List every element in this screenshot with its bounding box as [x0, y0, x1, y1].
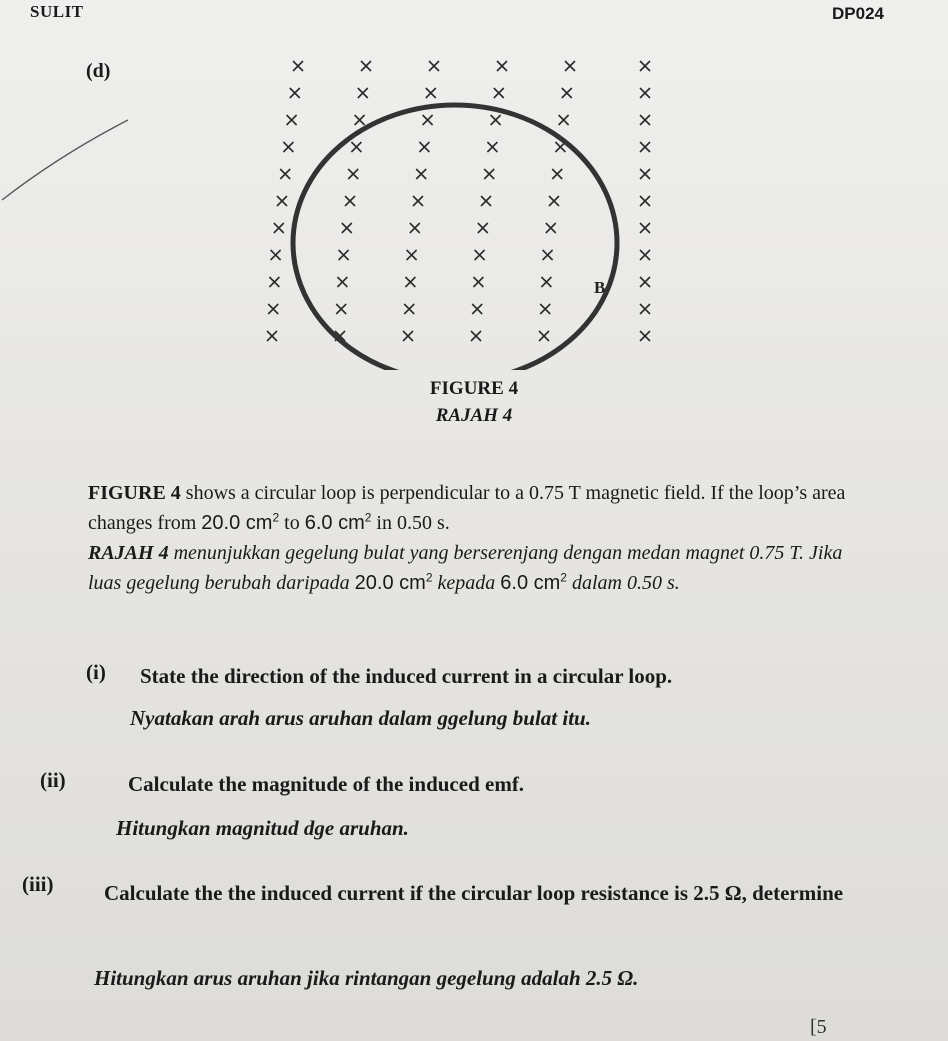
field-cross	[541, 277, 551, 287]
question-label: (d)	[86, 60, 111, 82]
figure-caption-en: FIGURE 4	[429, 378, 519, 399]
header-code: DP024	[832, 4, 884, 23]
field-cross	[361, 61, 371, 71]
field-cross	[640, 223, 650, 233]
field-cross	[271, 250, 281, 260]
item-text-en: Calculate the the induced current if the circular loop resistance is 2.5 Ω, determine	[104, 881, 844, 905]
circular-loop	[293, 105, 617, 370]
field-cross	[348, 169, 358, 179]
field-cross	[287, 115, 297, 125]
field-cross	[410, 223, 420, 233]
item-number: (ii)	[40, 768, 66, 792]
field-cross	[539, 331, 549, 341]
field-cross	[640, 277, 650, 287]
question-stem-en: FIGURE 4 shows a circular loop is perpendicular to a 0.75 T magnetic field. If the loop’s area changes from 20.0 $cm^2$ to 6.0 $cm^2$ in 0.50 s.	[88, 482, 846, 534]
field-cross	[416, 169, 426, 179]
field-cross	[491, 115, 501, 125]
marks-indicator: [5	[810, 1016, 827, 1038]
field-cross	[283, 142, 293, 152]
field-cross	[471, 331, 481, 341]
field-cross	[565, 61, 575, 71]
field-cross	[640, 331, 650, 341]
field-cross	[267, 331, 277, 341]
field-cross	[268, 304, 278, 314]
figure-4-magnetic-field	[0, 40, 948, 370]
field-cross	[552, 169, 562, 179]
field-cross	[640, 61, 650, 71]
field-cross	[355, 115, 365, 125]
field-cross	[487, 142, 497, 152]
field-cross	[497, 61, 507, 71]
field-cross	[342, 223, 352, 233]
field-cross	[640, 115, 650, 125]
field-cross	[274, 223, 284, 233]
item-number: (iii)	[22, 872, 54, 896]
field-cross	[339, 250, 349, 260]
item-text-en: State the direction of the induced current in a circular loop.	[140, 664, 673, 688]
field-cross	[640, 169, 650, 179]
field-cross	[549, 196, 559, 206]
item-text-ms: Hitungkan arus aruhan jika rintangan gegelung adalah 2.5 Ω.	[94, 966, 639, 990]
field-cross	[484, 169, 494, 179]
field-cross	[423, 115, 433, 125]
field-cross	[269, 277, 279, 287]
label-b: B	[594, 278, 606, 297]
item-text-en: Calculate the magnitude of the induced emf.	[128, 772, 525, 796]
field-cross	[426, 88, 436, 98]
field-cross	[413, 196, 423, 206]
item-number: (i)	[86, 660, 106, 684]
field-cross	[429, 61, 439, 71]
item-text-ms: Hitungkan magnitud dge aruhan.	[116, 816, 409, 840]
field-cross	[345, 196, 355, 206]
field-cross	[562, 88, 572, 98]
field-cross	[475, 250, 485, 260]
field-cross	[351, 142, 361, 152]
field-cross	[472, 304, 482, 314]
field-cross	[403, 331, 413, 341]
field-cross	[277, 196, 287, 206]
figure-caption-ms: RAJAH 4	[435, 405, 513, 426]
field-cross	[640, 304, 650, 314]
field-cross	[481, 196, 491, 206]
field-cross	[405, 277, 415, 287]
field-cross	[478, 223, 488, 233]
field-cross	[404, 304, 414, 314]
question-stem-ms: RAJAH 4 menunjukkan gegelung bulat yang berserenjang dengan medan magnet 0.75 T. Jika luas gegelung berubah daripada 20.0 $cm^2$ kepada 6.0 $cm^2$ dalam 0.50 s.	[88, 542, 843, 594]
field-cross	[358, 88, 368, 98]
field-cross	[293, 61, 303, 71]
field-cross	[419, 142, 429, 152]
field-cross	[640, 88, 650, 98]
field-cross	[543, 250, 553, 260]
header-sulit: SULIT	[30, 2, 84, 21]
field-cross	[473, 277, 483, 287]
field-cross	[540, 304, 550, 314]
field-cross	[407, 250, 417, 260]
field-cross	[640, 250, 650, 260]
field-cross	[640, 142, 650, 152]
field-cross	[336, 304, 346, 314]
field-cross	[290, 88, 300, 98]
field-cross	[640, 196, 650, 206]
item-text-ms: Nyatakan arah arus aruhan dalam ggelung bulat itu.	[130, 706, 591, 730]
field-cross	[546, 223, 556, 233]
field-cross	[280, 169, 290, 179]
field-cross	[494, 88, 504, 98]
field-cross	[559, 115, 569, 125]
field-cross	[337, 277, 347, 287]
